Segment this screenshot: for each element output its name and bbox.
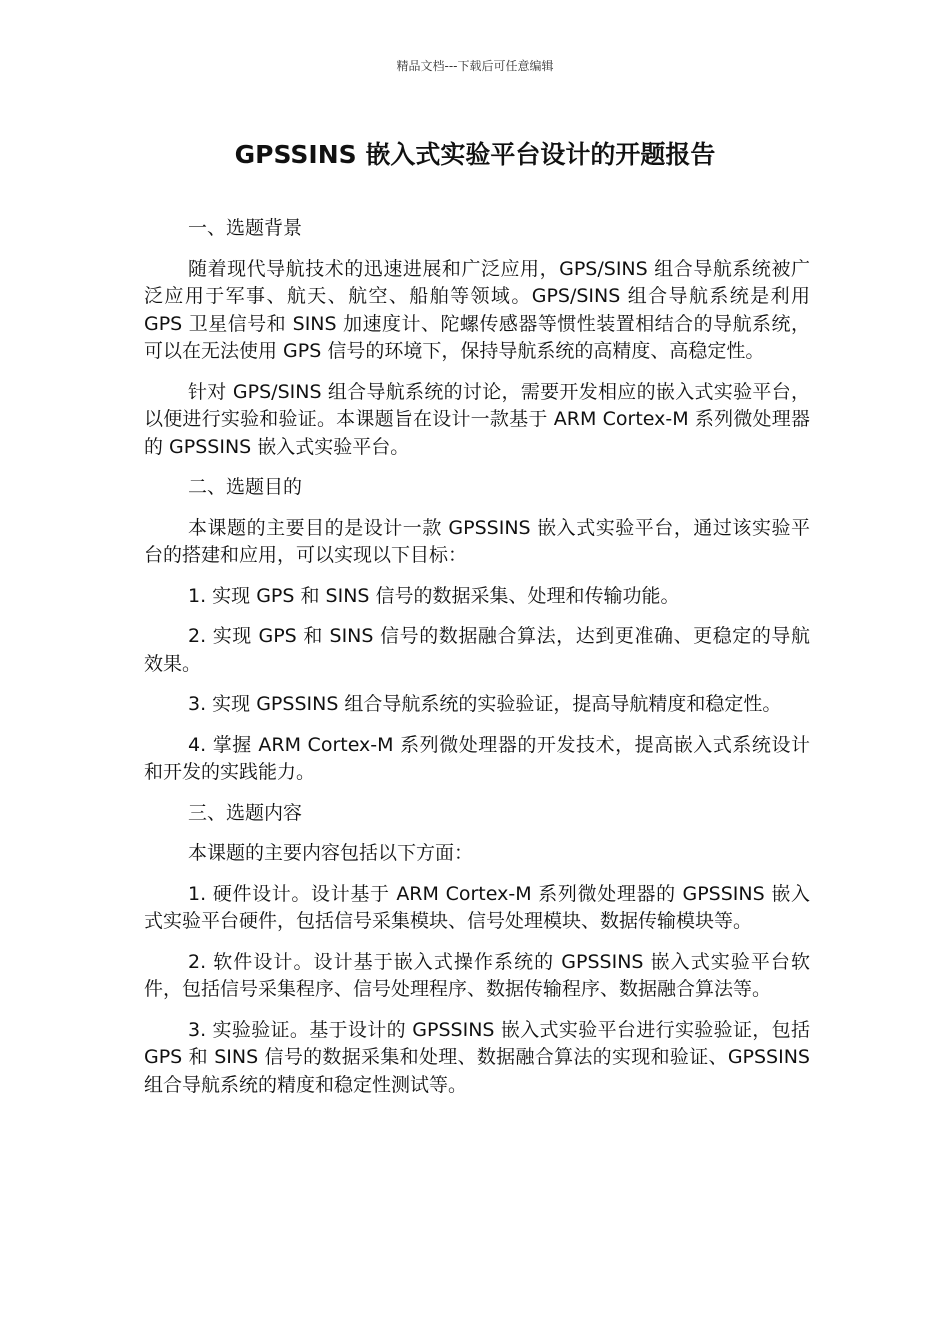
list-item: 2. 软件设计。设计基于嵌入式操作系统的 GPSSINS 嵌入式实验平台软件，包括信号采集程序、信号处理程序、数据传输程序、数据融合算法等。 (144, 950, 810, 1000)
section-heading-purpose: 二、选题目的 (188, 476, 303, 498)
list-item: 3. 实验验证。基于设计的 GPSSINS 嵌入式实验平台进行实验验证，包括 GPS 和 SINS 信号的数据采集和处理、数据融合算法的实现和验证、GPSSINS 组合导航系统的精度和稳定性测试等。 (144, 1018, 810, 1096)
header-note: 精品文档---下载后可任意编辑 (396, 59, 554, 73)
paragraph: 本课题的主要内容包括以下方面： (188, 842, 474, 864)
list-item: 3. 实现 GPSSINS 组合导航系统的实验验证，提高导航精度和稳定性。 (188, 693, 782, 715)
paragraph: 随着现代导航技术的迅速进展和广泛应用，GPS/SINS 组合导航系统被广泛应用于军事、航天、航空、船舶等领域。GPS/SINS 组合导航系统是利用 GPS 卫星信号和 SINS 加速度计、陀螺传感器等惯性装置相结合的导航系统，可以在无法使用 GPS 信号的环境下，保持导航系统的高精度、高稳定性。 (144, 257, 810, 362)
list-item: 2. 实现 GPS 和 SINS 信号的数据融合算法，达到更准确、更稳定的导航效果。 (144, 625, 810, 675)
section-heading-content: 三、选题内容 (188, 801, 303, 824)
list-item: 1. 硬件设计。设计基于 ARM Cortex-M 系列微处理器的 GPSSINS 嵌入式实验平台硬件，包括信号采集模块、信号处理模块、数据传输模块等。 (144, 882, 810, 932)
document-title: GPSSINS 嵌入式实验平台设计的开题报告 (234, 140, 716, 169)
list-item: 1. 实现 GPS 和 SINS 信号的数据采集、处理和传输功能。 (188, 584, 680, 607)
document-body (144, 215, 810, 1112)
section-heading-background: 一、选题背景 (188, 217, 303, 239)
list-item: 4. 掌握 ARM Cortex-M 系列微处理器的开发技术，提高嵌入式系统设计和开发的实践能力。 (144, 733, 810, 783)
paragraph: 本课题的主要目的是设计一款 GPSSINS 嵌入式实验平台，通过该实验平台的搭建和应用，可以实现以下目标： (144, 516, 810, 566)
paragraph: 针对 GPS/SINS 组合导航系统的讨论，需要开发相应的嵌入式实验平台，以便进行实验和验证。本课题旨在设计一款基于 ARM Cortex-M 系列微处理器的 GPSSINS 嵌入式实验平台。 (144, 380, 810, 458)
